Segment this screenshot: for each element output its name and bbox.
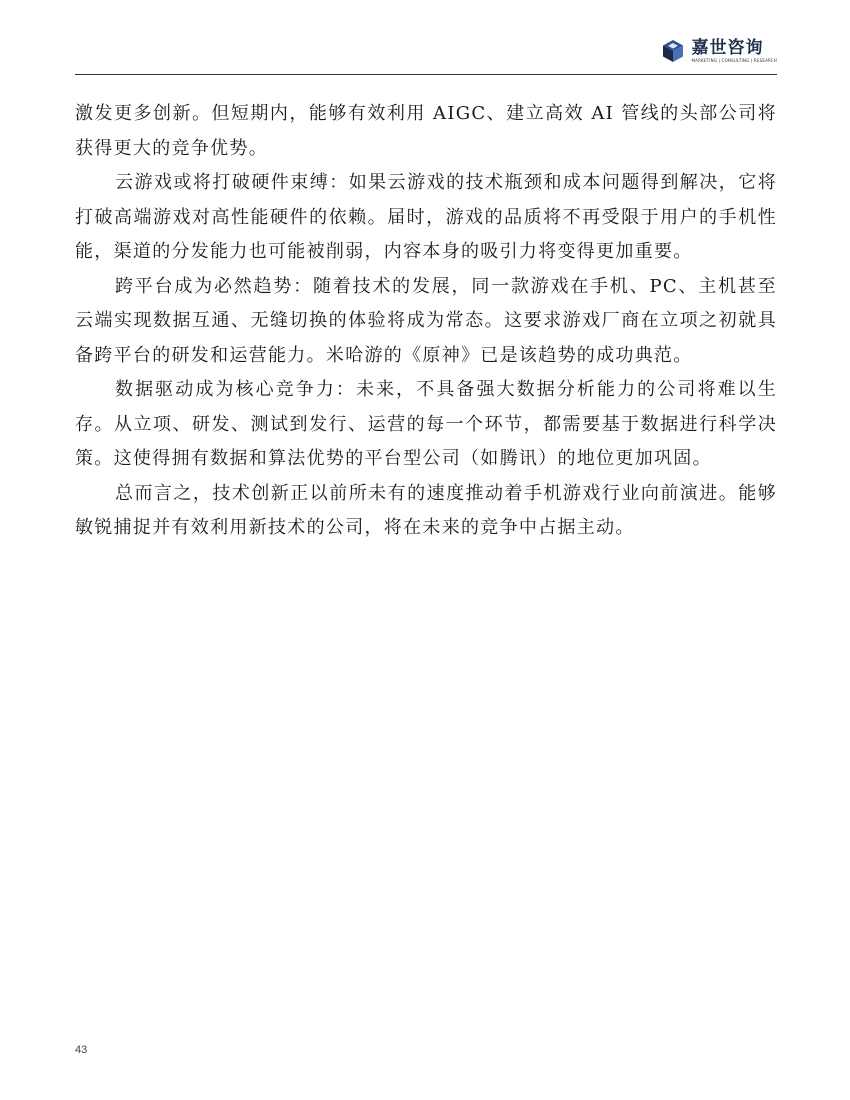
paragraph-conclusion: 总而言之，技术创新正以前所未有的速度推动着手机游戏行业向前演进。能够敏锐捕捉并有效利用新技术的公司，将在未来的竞争中占据主动。 [75, 482, 777, 538]
page-number: 43 [75, 1044, 88, 1056]
paragraph-cloud-gaming: 云游戏或将打破硬件束缚：如果云游戏的技术瓶颈和成本问题得到解决，它将打破高端游戏对高性能硬件的依赖。届时，游戏的品质将不再受限于用户的手机性能，渠道的分发能力也可能被削弱，内容本身的吸引力将变得更加重要。 [75, 172, 777, 262]
body-text [75, 97, 777, 546]
company-logo [661, 38, 778, 68]
logo-name: 嘉世咨询 [691, 38, 764, 58]
paragraph-continuation: 激发更多创新。但短期内，能够有效利用 AIGC、建立高效 AI 管线的头部公司将获得更大的竞争优势。 [75, 103, 777, 159]
jiashi-cube-logo-icon [661, 39, 685, 63]
paragraph-data-driven: 数据驱动成为核心竞争力：未来，不具备强大数据分析能力的公司将难以生存。从立项、研发、测试到发行、运营的每一个环节，都需要基于数据进行科学决策。这使得拥有数据和算法优势的平台型公司（如腾讯）的地位更加巩固。 [75, 379, 777, 469]
page-header [75, 30, 777, 76]
header-divider [75, 74, 777, 75]
logo-tagline: MARKETING | CONSULTING | RESEARCH [691, 58, 777, 63]
paragraph-cross-platform: 跨平台成为必然趋势：随着技术的发展，同一款游戏在手机、PC、主机甚至云端实现数据互通、无缝切换的体验将成为常态。这要求游戏厂商在立项之初就具备跨平台的研发和运营能力。米哈游的《原神》已是该趋势的成功典范。 [75, 275, 777, 366]
